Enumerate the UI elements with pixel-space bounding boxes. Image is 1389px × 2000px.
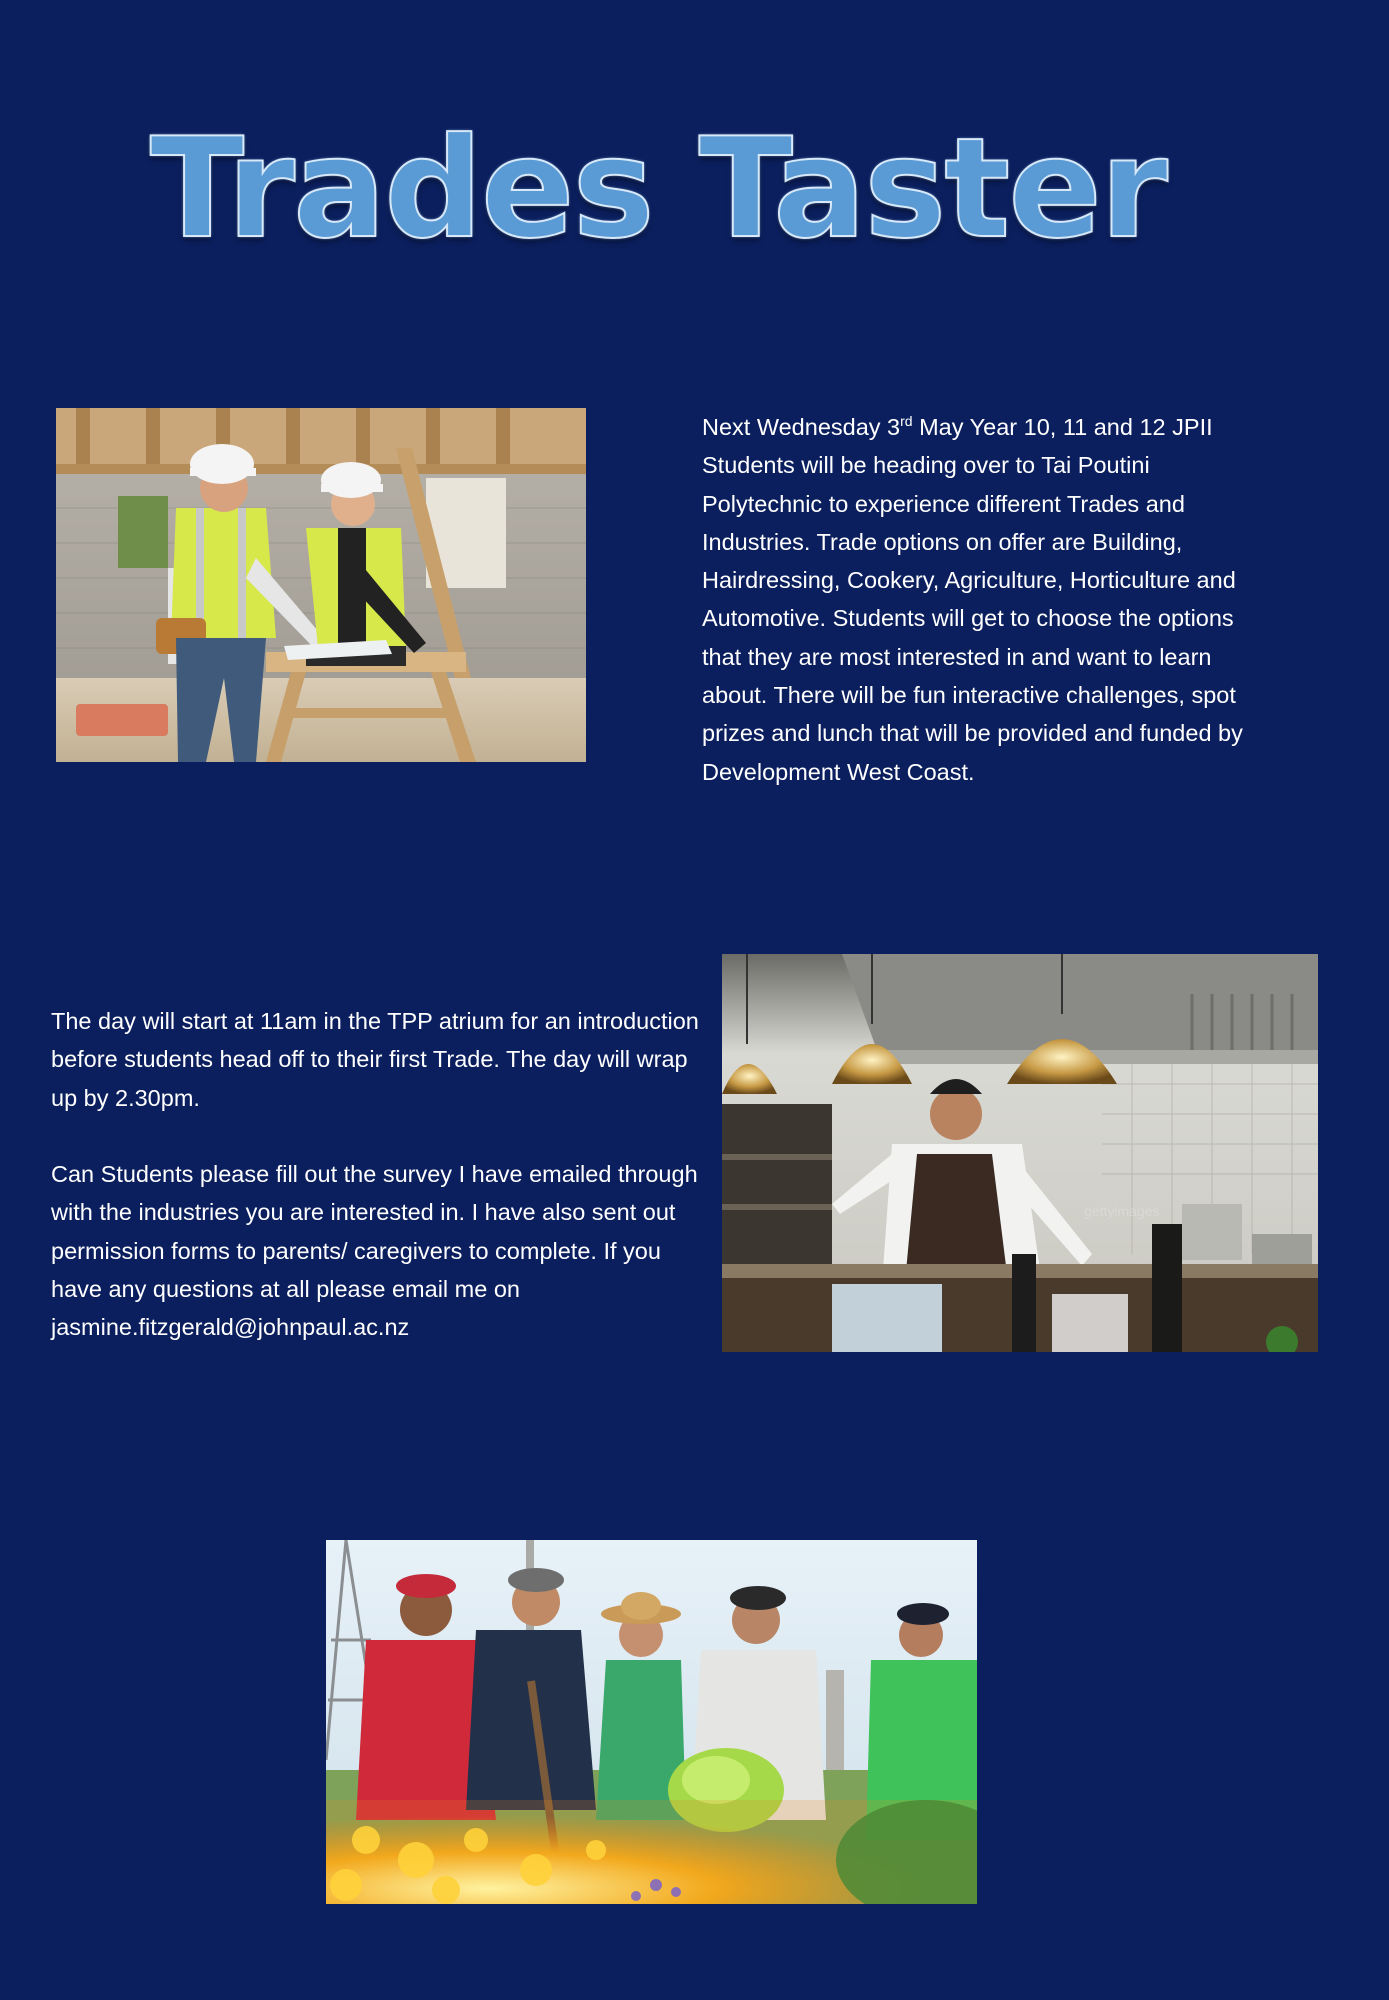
horticulture-group-photo (326, 1540, 977, 1904)
chef-kitchen-photo (722, 954, 1318, 1352)
watermark-text: gettyimages (1084, 1203, 1160, 1219)
schedule-paragraph: The day will start at 11am in the TPP atrium for an introduction before students head off to their first Trade. The day will wrap up by 2.30pm. (51, 1008, 699, 1111)
ordinal-suffix: rd (900, 413, 913, 430)
intro-text-rest: May Year 10, 11 and 12 JPII Students will be heading over to Tai Poutini Polytechnic to experience different Trades and Industries. Trade options on offer are Building, Hairdressing, Cookery, Agriculture, Horticulture and Automotive. Students will get to choose the options that they are most interested in and want to learn about. There will be fun interactive challenges, spot prizes and lunch that will be provided and funded by Development West Coast. (702, 414, 1243, 785)
intro-paragraph (702, 408, 1262, 791)
survey-paragraph: Can Students please fill out the survey I have emailed through with the industries you are interested in. I have also sent out permission forms to parents/ caregivers to complete. If you have any questions at all please email me on jasmine.fitzgerald@johnpaul.ac.nz (51, 1161, 698, 1341)
construction-workers-photo (56, 408, 586, 762)
page-title: Trades Taster (150, 108, 1166, 269)
intro-text-start: Next Wednesday 3 (702, 414, 901, 440)
